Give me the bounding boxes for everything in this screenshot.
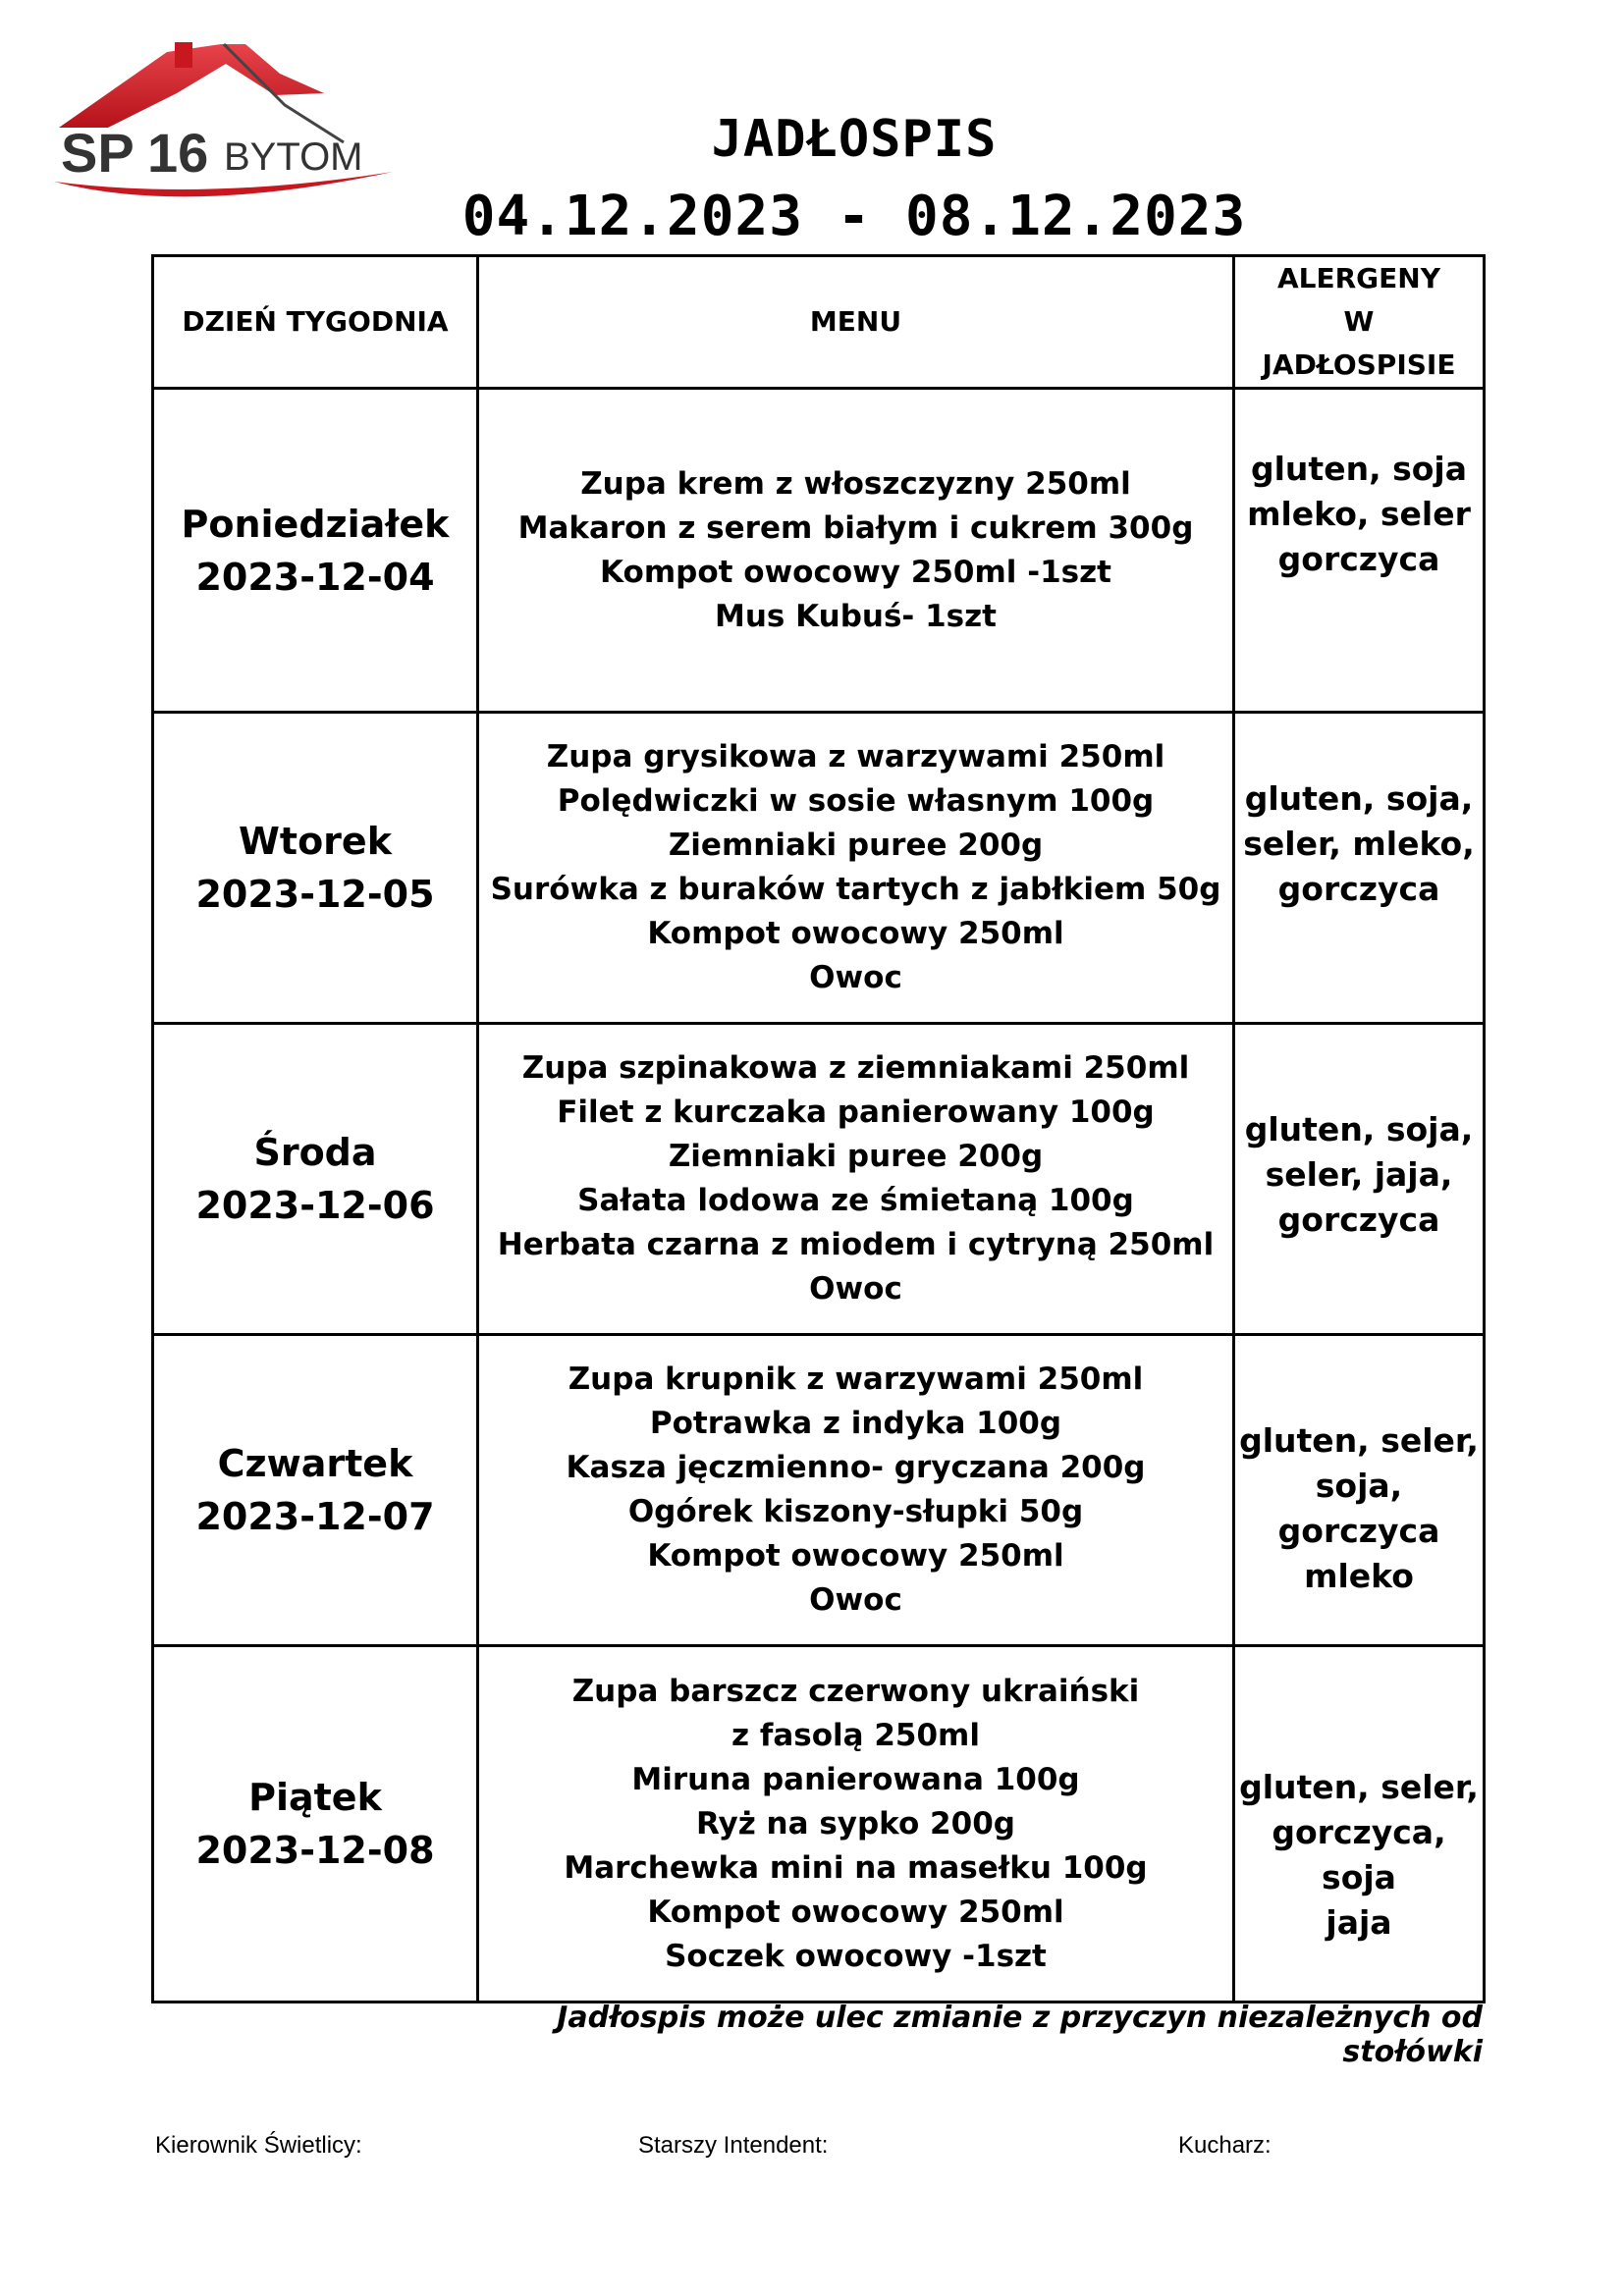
- menu-item: Kompot owocowy 250ml: [647, 1894, 1064, 1930]
- day-date: 2023-12-08: [195, 1829, 435, 1872]
- signature-cook: Kucharz:: [1178, 2132, 1272, 2159]
- allergen-cell: [1234, 713, 1485, 1024]
- menu-cell: [478, 1335, 1234, 1646]
- menu-item: Ziemniaki puree 200g: [668, 828, 1044, 863]
- allergen-line: mleko, seler: [1247, 495, 1471, 533]
- menu-cell: [478, 389, 1234, 713]
- menu-table: [151, 254, 1486, 2003]
- menu-cell: [478, 1024, 1234, 1335]
- menu-item: Zupa krupnik z warzywami 250ml: [568, 1362, 1144, 1397]
- menu-item: Potrawka z indyka 100g: [649, 1406, 1062, 1441]
- logo-sp-text: SP: [61, 122, 135, 184]
- chimney-shape: [175, 42, 192, 68]
- day-name: Poniedziałek: [181, 502, 450, 546]
- day-cell: [153, 389, 478, 713]
- allergen-cell: [1234, 1024, 1485, 1335]
- signature-manager: Kierownik Świetlicy:: [155, 2132, 362, 2159]
- day-cell: [153, 1646, 478, 2002]
- menu-change-note: Jadłospis może ulec zmianie z przyczyn niezależnych od stołówki: [557, 2001, 1483, 2069]
- allergen-line: soja, gorczyca: [1277, 1467, 1440, 1550]
- day-date: 2023-12-06: [195, 1184, 435, 1227]
- table-row: [153, 1646, 1485, 2002]
- menu-item: Kasza jęczmienno- gryczana 200g: [566, 1450, 1146, 1485]
- allergen-cell: [1234, 1335, 1485, 1646]
- menu-item: Zupa grysikowa z warzywami 250ml: [546, 739, 1165, 774]
- menu-item: Marchewka mini na masełku 100g: [564, 1849, 1148, 1886]
- day-date: 2023-12-07: [195, 1495, 435, 1538]
- table-row: [153, 1024, 1485, 1335]
- header-allergens-line: ALERGENY: [1276, 262, 1441, 294]
- menu-cell: [478, 713, 1234, 1024]
- menu-item: Sałata lodowa ze śmietaną 100g: [577, 1183, 1134, 1218]
- menu-item: Owoc: [809, 1582, 902, 1618]
- allergen-line: seler, jaja,: [1265, 1155, 1453, 1194]
- day-name: Wtorek: [239, 820, 392, 863]
- page-title: JADŁOSPIS: [711, 110, 998, 169]
- menu-item: Zupa krem z włoszczyzny 250ml: [580, 465, 1131, 502]
- table-row: [153, 1335, 1485, 1646]
- allergen-cell: [1234, 389, 1485, 713]
- menu-item: Kompot owocowy 250ml -1szt: [600, 554, 1111, 590]
- day-cell: [153, 1335, 478, 1646]
- allergen-line: gorczyca: [1277, 540, 1440, 578]
- header-allergens: [1234, 256, 1485, 389]
- menu-item: Polędwiczki w sosie własnym 100g: [557, 783, 1155, 819]
- allergen-line: gorczyca, soja: [1272, 1813, 1446, 1896]
- allergen-line: gorczyca: [1277, 1201, 1440, 1239]
- allergen-line: gluten, soja: [1251, 450, 1467, 488]
- header-menu: MENU: [478, 256, 1234, 389]
- menu-item: Makaron z serem białym i cukrem 300g: [517, 509, 1194, 546]
- menu-item: Ziemniaki puree 200g: [668, 1139, 1044, 1174]
- day-cell: [153, 713, 478, 1024]
- menu-item: Mus Kubuś- 1szt: [715, 598, 997, 634]
- day-cell: [153, 1024, 478, 1335]
- menu-item: z fasolą 250ml: [731, 1717, 980, 1753]
- menu-item: Miruna panierowana 100g: [631, 1761, 1080, 1797]
- menu-item: Kompot owocowy 250ml: [647, 1538, 1064, 1574]
- allergen-line: gluten, soja,: [1244, 779, 1474, 818]
- logo-number-text: 16: [147, 122, 209, 184]
- table-row: [153, 713, 1485, 1024]
- table-header-row: [153, 256, 1485, 389]
- allergen-line: jaja: [1326, 1903, 1392, 1942]
- header-allergens-line: W: [1343, 305, 1375, 338]
- menu-item: Owoc: [809, 1271, 902, 1307]
- logo-city-text: BYTOM: [224, 135, 363, 179]
- signature-intendant: Starszy Intendent:: [638, 2132, 829, 2159]
- day-date: 2023-12-04: [195, 555, 435, 599]
- allergen-line: gluten, soja,: [1244, 1110, 1474, 1148]
- menu-item: Owoc: [809, 960, 902, 995]
- allergen-cell: [1234, 1646, 1485, 2002]
- menu-item: Ogórek kiszony-słupki 50g: [627, 1494, 1084, 1529]
- menu-item: Soczek owocowy -1szt: [665, 1938, 1047, 1974]
- header-allergens-line: JADŁOSPISIE: [1262, 348, 1456, 381]
- allergen-line: seler, mleko,: [1243, 825, 1475, 863]
- day-name: Piątek: [248, 1776, 382, 1819]
- menu-item: Zupa szpinakowa z ziemniakami 250ml: [521, 1050, 1190, 1086]
- allergen-line: gluten, seler,: [1239, 1421, 1479, 1460]
- allergen-line: gorczyca: [1277, 870, 1440, 908]
- menu-item: Ryż na sypko 200g: [696, 1805, 1015, 1842]
- menu-item: Kompot owocowy 250ml: [647, 916, 1064, 951]
- menu-item: Zupa barszcz czerwony ukraiński: [571, 1673, 1140, 1709]
- allergen-line: mleko: [1304, 1557, 1414, 1595]
- day-date: 2023-12-05: [195, 873, 435, 916]
- day-name: Czwartek: [217, 1442, 413, 1485]
- menu-cell: [478, 1646, 1234, 2002]
- menu-item: Surówka z buraków tartych z jabłkiem 50g: [490, 872, 1221, 907]
- menu-item: Herbata czarna z miodem i cytryną 250ml: [497, 1227, 1215, 1262]
- menu-item: Filet z kurczaka panierowany 100g: [557, 1095, 1155, 1130]
- header-day: DZIEŃ TYGODNIA: [153, 256, 478, 389]
- date-range: 04.12.2023 - 08.12.2023: [461, 185, 1247, 248]
- day-name: Środa: [253, 1131, 377, 1174]
- table-row: [153, 389, 1485, 713]
- allergen-line: gluten, seler,: [1239, 1768, 1479, 1806]
